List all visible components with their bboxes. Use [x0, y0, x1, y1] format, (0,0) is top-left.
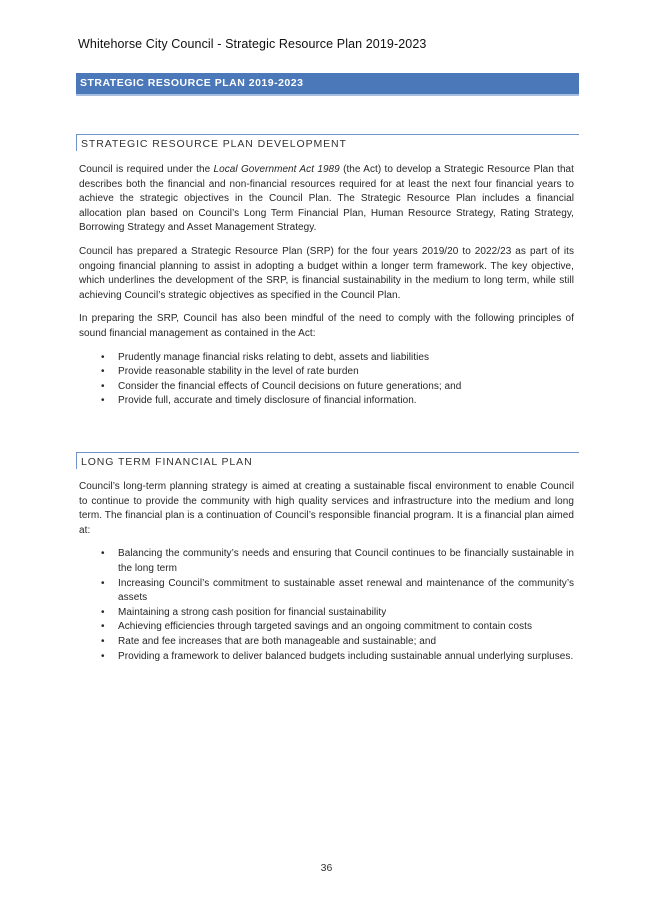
list-item [79, 635, 574, 650]
section-srp-development-body [79, 163, 574, 409]
list-item [79, 351, 574, 366]
bullet-list-plan-aims [79, 547, 574, 664]
bullet-icon: • [101, 606, 105, 618]
bullet-list-principles [79, 351, 574, 409]
act-name: Local Government Act 1989 [213, 164, 340, 175]
bullet-icon: • [101, 395, 105, 407]
list-item-text: Providing a framework to deliver balanced budgets including sustainable annual underlying surpluses. [118, 650, 574, 662]
paragraph: Council’s long-term planning strategy is aimed at creating a sustainable fiscal environment to enable Council to continue to provide the community with high quality services and infrastructure into the medium and long term. The financial plan is a continuation of Council’s responsible financial program. It is a financial plan aimed at: [79, 481, 574, 536]
list-item-text: Achieving efficiencies through targeted savings and an ongoing commitment to contain costs [118, 621, 533, 633]
list-item [79, 394, 574, 409]
list-item-text: Rate and fee increases that are both manageable and sustainable; and [118, 635, 437, 647]
paragraph [79, 163, 574, 236]
bullet-icon: • [101, 621, 105, 633]
bullet-icon: • [101, 380, 105, 392]
section-long-term-financial-plan-body [79, 480, 574, 664]
bullet-icon: • [101, 650, 105, 662]
list-item [79, 547, 574, 576]
paragraph: Council has prepared a Strategic Resource Plan (SRP) for the four years 2019/20 to 2022/23 as part of its ongoing financial planning to assist in adopting a budget within a longer term framework. The key objective, which underlines the development of the SRP, is financial sustainability in the medium to long term, while still achieving Council’s strategic objectives as specified in the Council Plan. [79, 245, 574, 301]
list-item-text: Maintaining a strong cash position for financial sustainability [118, 606, 387, 618]
list-item-text: Balancing the community’s needs and ensuring that Council continues to be financially sustainable in the long term [118, 548, 574, 574]
document-banner: STRATEGIC RESOURCE PLAN 2019-2023 [76, 73, 579, 94]
section-heading-long-term-financial-plan: LONG TERM FINANCIAL PLAN [76, 452, 579, 469]
page-header-title: Whitehorse City Council - Strategic Resource Plan 2019-2023 [78, 37, 427, 51]
list-item [79, 650, 574, 665]
list-item-text: Consider the financial effects of Council decisions on future generations; and [118, 380, 462, 392]
page-number: 36 [320, 862, 333, 874]
paragraph-text: (the Act) to develop a Strategic Resource Plan that describes both the financial and non-financial resources required for at least the next four financial years to achieve the strategic objectives in the Council Plan. The Strategic Resource Plan includes a financial allocation plan based on Council’s Long Term Financial Plan, Human Resource Strategy, Rating Strategy, Borrowing Strategy and Asset Management Strategy. [79, 164, 574, 234]
list-item-text: Increasing Council’s commitment to sustainable asset renewal and maintenance of the community’s assets [118, 577, 574, 604]
bullet-icon: • [101, 351, 105, 363]
bullet-icon: • [101, 577, 105, 589]
list-item [79, 365, 574, 380]
paragraph-text: Council is required under the [79, 164, 214, 175]
list-item [79, 620, 574, 635]
list-item [79, 577, 574, 606]
list-item [79, 606, 574, 621]
bullet-icon: • [101, 548, 105, 560]
list-item-text: Prudently manage financial risks relating to debt, assets and liabilities [118, 351, 430, 363]
section-heading-srp-development: STRATEGIC RESOURCE PLAN DEVELOPMENT [76, 134, 579, 151]
paragraph: In preparing the SRP, Council has also been mindful of the need to comply with the following principles of sound financial management as contained in the Act: [79, 313, 574, 339]
list-item-text: Provide full, accurate and timely disclosure of financial information. [118, 395, 417, 407]
list-item-text: Provide reasonable stability in the level of rate burden [118, 366, 359, 378]
bullet-icon: • [101, 366, 105, 378]
list-item [79, 380, 574, 395]
bullet-icon: • [101, 635, 105, 647]
